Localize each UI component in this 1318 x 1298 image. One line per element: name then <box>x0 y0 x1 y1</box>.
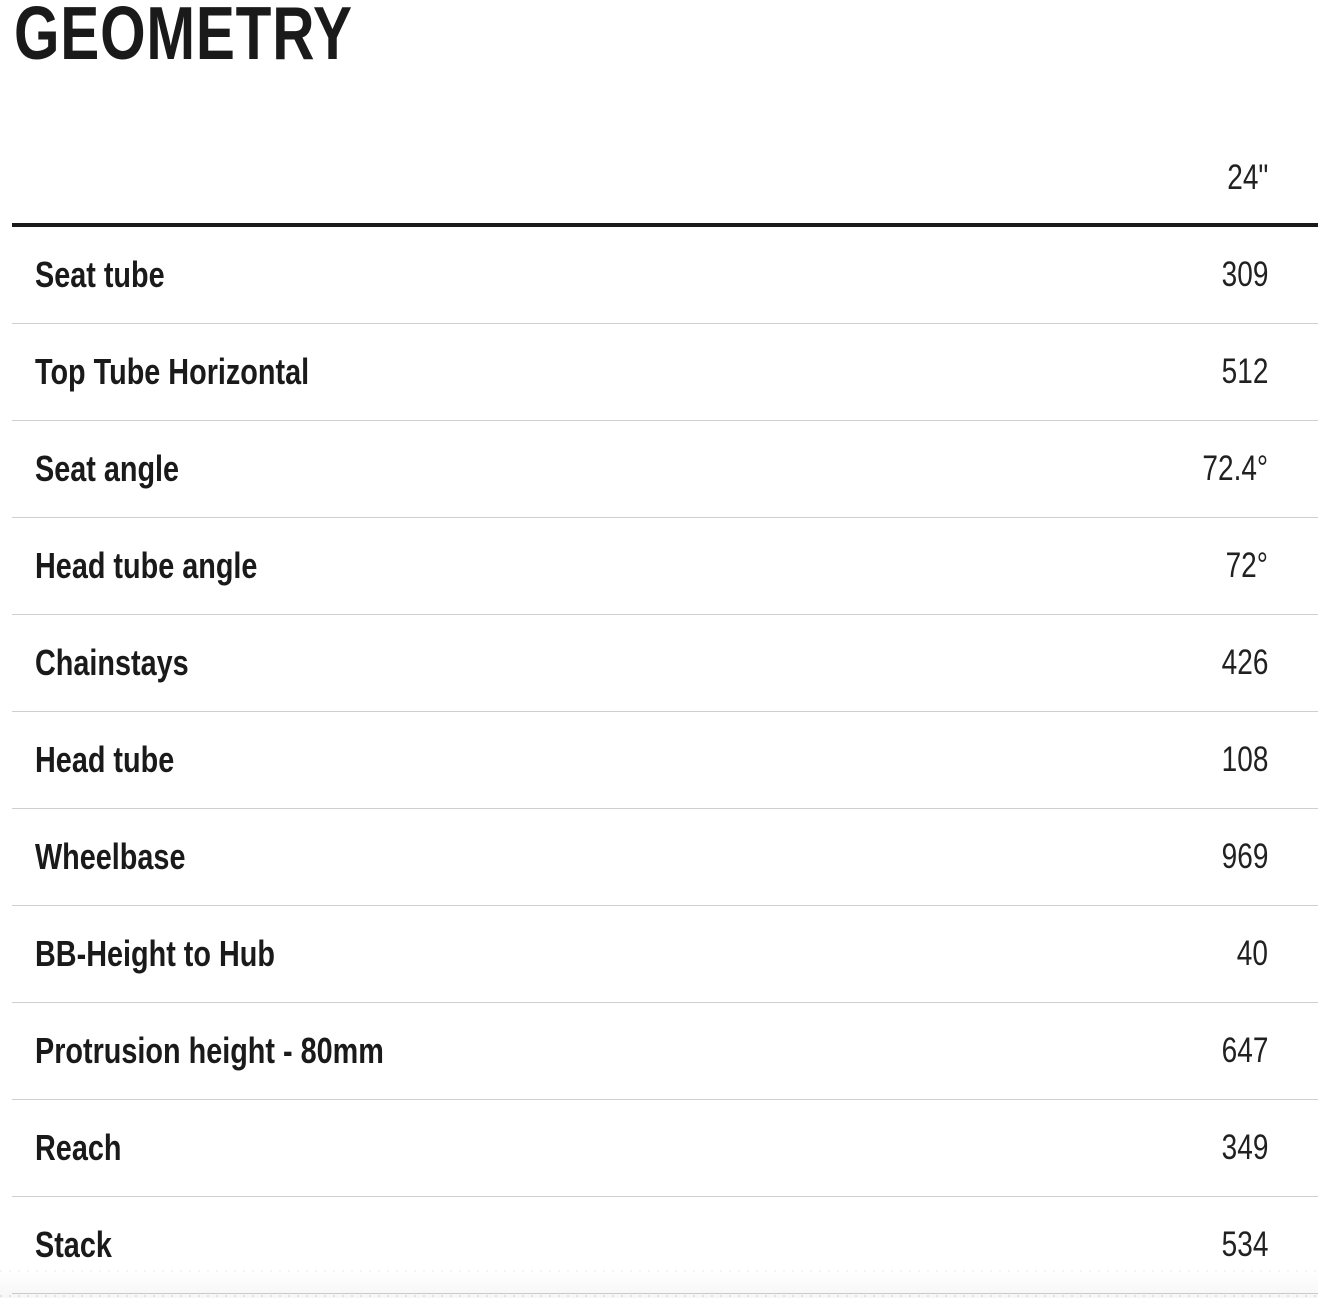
row-label-cell <box>12 836 1018 878</box>
row-value-cell <box>1018 934 1318 974</box>
row-label: Seat tube <box>35 254 165 295</box>
table-row <box>12 615 1318 712</box>
row-value-cell <box>1018 1128 1318 1168</box>
row-label-cell <box>12 1224 1018 1266</box>
table-row <box>12 518 1318 615</box>
row-value: 309 <box>1221 255 1268 294</box>
row-value-cell <box>1018 740 1318 780</box>
row-value: 534 <box>1221 1225 1268 1264</box>
table-body <box>12 227 1318 1294</box>
row-value: 969 <box>1221 837 1268 876</box>
row-label-cell <box>12 1030 1018 1072</box>
row-value: 349 <box>1221 1128 1268 1167</box>
row-label: Protrusion height - 80mm <box>35 1030 384 1071</box>
table-row <box>12 1100 1318 1197</box>
row-value-cell <box>1018 449 1318 489</box>
row-value-cell <box>1018 1225 1318 1265</box>
table-row <box>12 227 1318 324</box>
row-value-cell <box>1018 352 1318 392</box>
row-value: 512 <box>1221 352 1268 391</box>
row-value-cell <box>1018 1031 1318 1071</box>
table-row <box>12 712 1318 809</box>
row-label-cell <box>12 254 1018 296</box>
table-header-row <box>12 133 1318 227</box>
row-label-cell <box>12 739 1018 781</box>
table-row <box>12 809 1318 906</box>
row-label-cell <box>12 448 1018 490</box>
row-label: Head tube <box>35 739 175 780</box>
row-value: 426 <box>1221 643 1268 682</box>
row-label: Seat angle <box>35 448 180 489</box>
row-label: BB-Height to Hub <box>35 933 275 974</box>
row-value: 647 <box>1221 1031 1268 1070</box>
row-value: 72° <box>1225 546 1268 585</box>
table-row <box>12 324 1318 421</box>
table-row <box>12 1003 1318 1100</box>
header-size-cell <box>1018 158 1318 198</box>
row-value-cell <box>1018 546 1318 586</box>
table-row <box>12 421 1318 518</box>
row-label-cell <box>12 642 1018 684</box>
row-label-cell <box>12 545 1018 587</box>
row-label: Top Tube Horizontal <box>35 351 310 392</box>
row-label: Stack <box>35 1224 112 1265</box>
row-value: 72.4° <box>1202 449 1268 488</box>
geometry-table <box>12 133 1318 1294</box>
row-label-cell <box>12 933 1018 975</box>
row-label: Reach <box>35 1127 122 1168</box>
table-row <box>12 1197 1318 1294</box>
page-title: GEOMETRY <box>14 0 353 75</box>
row-value: 40 <box>1236 934 1268 973</box>
row-value: 108 <box>1221 740 1268 779</box>
size-column-header: 24" <box>1226 158 1268 197</box>
row-value-cell <box>1018 837 1318 877</box>
row-label: Wheelbase <box>35 836 186 877</box>
table-row <box>12 906 1318 1003</box>
row-label: Chainstays <box>35 642 189 683</box>
row-label: Head tube angle <box>35 545 258 586</box>
row-value-cell <box>1018 643 1318 683</box>
row-label-cell <box>12 1127 1018 1169</box>
row-label-cell <box>12 351 1018 393</box>
row-value-cell <box>1018 255 1318 295</box>
